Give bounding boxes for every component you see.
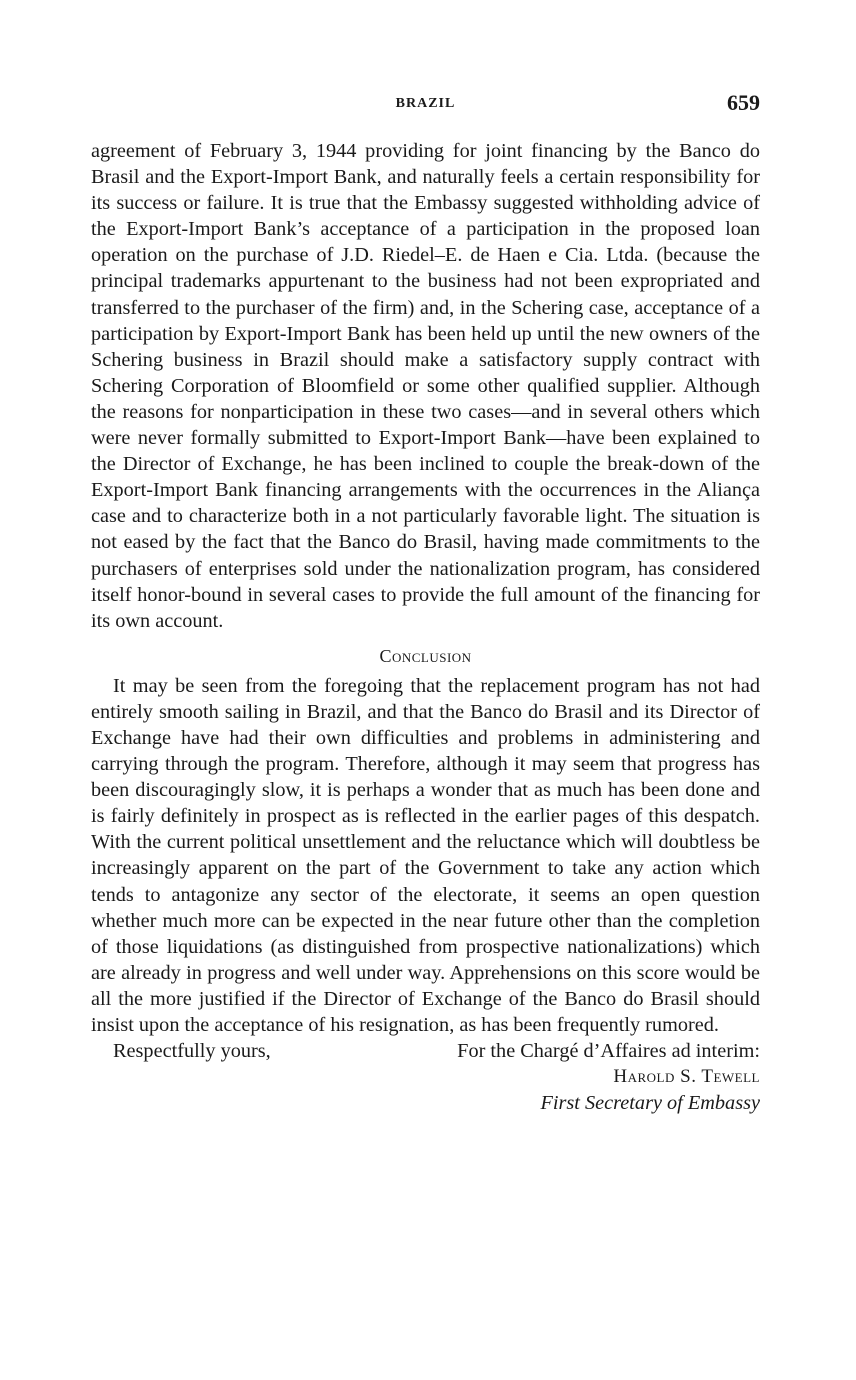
closing-row <box>91 1038 760 1064</box>
paragraph-continuation: agreement of February 3, 1944 providing for joint financing by the Banco do Brasil and the Export-Import Bank, and naturally feels a certain responsibility for its success or failure. It is true that the Embassy suggested withholding advice of the Export-Import Bank’s acceptance of a participation in the proposed loan operation on the purchase of J.D. Riedel–E. de Haen e Cia. Ltda. (because the principal trademarks appurtenant to the business had not been expropriated and transferred to the purchaser of the firm) and, in the Schering case, acceptance of a participation by Export-Import Bank has been held up until the new owners of the Schering business in Brazil should make a satisfactory supply contract with Schering Corporation of Bloomfield or some other qualified supplier. Although the reasons for nonparticipation in these two cases—and in several others which were never formally submitted to Export-Import Bank—have been explained to the Director of Exchange, he has been inclined to couple the break-down of the Export-Import Bank financing arrangements with the occurrences in the Aliança case and to characterize both in a not particularly favorable light. The situation is not eased by the fact that the Banco do Brasil, having made commitments to the purchasers of enterprises sold under the nationalization program, has considered itself honor-bound in several cases to provide the full amount of the financing for its own account. <box>91 140 760 632</box>
paragraph-conclusion: It may be seen from the foregoing that the replacement program has not had entirely smooth sailing in Brazil, and that the Banco do Brasil and its Director of Exchange have had their own difficulties and problems in administering and carrying through the program. Therefore, although it may seem that progress has been discouragingly slow, it is perhaps a wonder that as much has been done and is fairly definitely in prospect as is reflected in the earlier pages of this despatch. With the current political unsettlement and the reluctance which will doubtless be increasingly apparent on the part of the Government to take any action which tends to antagonize any sector of the electorate, it seems an open question whether much more can be expected in the near future other than the completion of those liquidations (as distinguished from prospective nationalizations) which are already in progress and well under way. Apprehensions on this score would be all the more justified if the Director of Exchange of the Banco do Brasil should insist upon the acceptance of his resignation, as has been frequently rumored. <box>91 674 760 1036</box>
running-title: BRAZIL <box>395 96 456 111</box>
running-header <box>91 88 760 122</box>
section-heading-conclusion: Conclusion <box>379 645 472 666</box>
document-page <box>91 88 760 1116</box>
closing-for-line: For the Chargé d’Affaires ad interim: <box>457 1040 760 1063</box>
signer-name: Harold S. Tewell <box>613 1066 760 1088</box>
page-number: 659 <box>727 90 760 115</box>
closing-salutation: Respectfully yours, <box>113 1040 271 1063</box>
signer-title: First Secretary of Embassy <box>540 1092 760 1115</box>
